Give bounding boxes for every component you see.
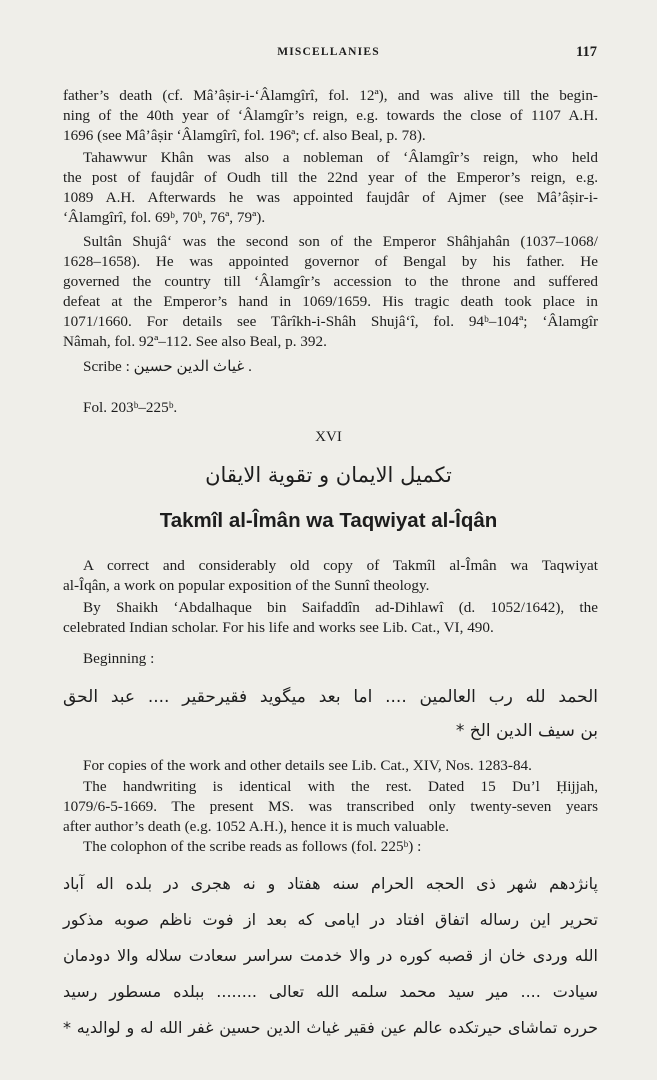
arabic-title: تكميل الايمان و تقوية الايقان: [205, 463, 452, 487]
colophon-line: الله وردی خان از قصبه کوره در والا خدمت سراسر سعادت سلاله والا دودمان: [63, 946, 598, 965]
text-line: Sultân Shujâ‘ was the second son of the Emperor Shâhjahân (1037–1068/: [83, 233, 598, 250]
paragraph-4: [63, 556, 598, 596]
text-line: By Shaikh ‘Abdalhaque bin Saifaddîn ad-Dihlawî (d. 1052/1642), the: [83, 599, 598, 616]
paragraph-7: [63, 777, 598, 857]
paragraph-6: [63, 756, 598, 776]
text-line: defeat at the Emperor’s hand in 1069/1659. His tragic death took place in: [63, 293, 598, 310]
section-number: XVI: [315, 429, 342, 445]
text-line: al-Îqân, a work on popular exposition of the Sunnî theology.: [63, 577, 430, 594]
text-line: 1696 (see Mâ’âṣir ‘Âlamgîrî, fol. 196ª; cf. also Beal, p. 78).: [63, 127, 426, 144]
text-line: For copies of the work and other details see Lib. Cat., XIV, Nos. 1283-84.: [83, 757, 532, 774]
text-line: the post of faujdâr of Oudh till the 22nd year of the Emperor’s reign, e.g.: [63, 169, 598, 186]
running-head: [0, 46, 657, 68]
paragraph-3: [63, 232, 598, 352]
work-title: Takmîl al-Îmân wa Taqwiyat al-Îqân: [159, 509, 498, 532]
text-line: father’s death (cf. Mâ’âṣir-i-‘Âlamgîrî, fol. 12ª), and was alive till the begin-: [63, 87, 598, 104]
scribe-line: Scribe : غياث الدين حسين .: [83, 358, 252, 375]
text-line: after author’s death (e.g. 1052 A.H.), hence it is much valuable.: [63, 818, 450, 835]
text-line: 1079/6-5-1669. The present MS. was transcribed only twenty-seven years: [63, 798, 598, 815]
colophon: [63, 866, 598, 1046]
colophon-line: سیادت .... میر سید محمد سلمه الله تعالی ........ ببلده مسطور رسید: [63, 982, 598, 1001]
beginning-label-block: [63, 649, 598, 669]
folio-range: Fol. 203ᵇ–225ᵇ.: [83, 399, 178, 416]
beginning-label: Beginning :: [83, 650, 155, 667]
text-line: governed the country till ‘Âlamgîr’s accession to the throne and suffered: [63, 273, 598, 290]
text-line: A correct and considerably old copy of Takmîl al-Îmân wa Taqwiyat: [83, 557, 598, 574]
text-line: The handwriting is identical with the rest. Dated 15 Du’l Ḥijjah,: [83, 778, 598, 795]
paragraph-2: [63, 148, 598, 228]
text-line: The colophon of the scribe reads as follows (fol. 225ᵇ) :: [83, 838, 422, 855]
text-line: Nâmah, fol. 92ª–112. See also Beal, p. 392.: [63, 333, 327, 350]
text-line: 1071/1660. For details see Târîkh-i-Shâh Shujâ‘î, fol. 94ᵇ–104ª; ‘Âlamgîr: [63, 313, 598, 330]
page-number: 117: [576, 44, 597, 60]
text-line: ning of the 40th year of ‘Âlamgîr’s reign, e.g. towards the close of 1107 A.H.: [63, 107, 598, 124]
folio-line-block: [63, 398, 598, 418]
text-line: celebrated Indian scholar. For his life and works see Lib. Cat., VI, 490.: [63, 619, 494, 636]
text-line: 1628–1658). He was appointed governor of Bengal by his father. He: [63, 253, 598, 270]
paragraph-5: [63, 598, 598, 638]
arabic-line: الحمد لله رب العالمين .... اما بعد ميگويد فقيرحقير .... عبد الحق: [63, 687, 598, 707]
colophon-line: تحریر این رساله اتفاق افتاد در ایامی که بعد از فوت ناظم صوبه مذکور: [63, 910, 598, 929]
scribe-line-block: [63, 357, 598, 377]
running-title: MISCELLANIES: [277, 46, 380, 58]
text-line: Tahawwur Khân was also a nobleman of ‘Âlamgîr’s reign, who held: [83, 149, 598, 166]
beginning-arabic: [63, 680, 598, 748]
arabic-line: بن سيف الدين الخ *: [455, 721, 598, 741]
text-line: ‘Âlamgîrî, fol. 69ᵇ, 70ᵇ, 76ª, 79ª).: [63, 209, 266, 226]
colophon-line: حرره تماشای حیرتکده عالم عین فقیر غیاث الدین حسین غفر الله له و لوالدیه *: [63, 1018, 598, 1037]
paragraph-1: [63, 86, 598, 146]
text-line: 1089 A.H. Afterwards he was appointed faujdâr of Ajmer (see Mâ’âṣir-i-: [63, 189, 598, 206]
colophon-line: پانژدهم شهر ذی الحجه الحرام سنه هفتاد و نه هجری در بلده اله آباد: [63, 874, 598, 893]
